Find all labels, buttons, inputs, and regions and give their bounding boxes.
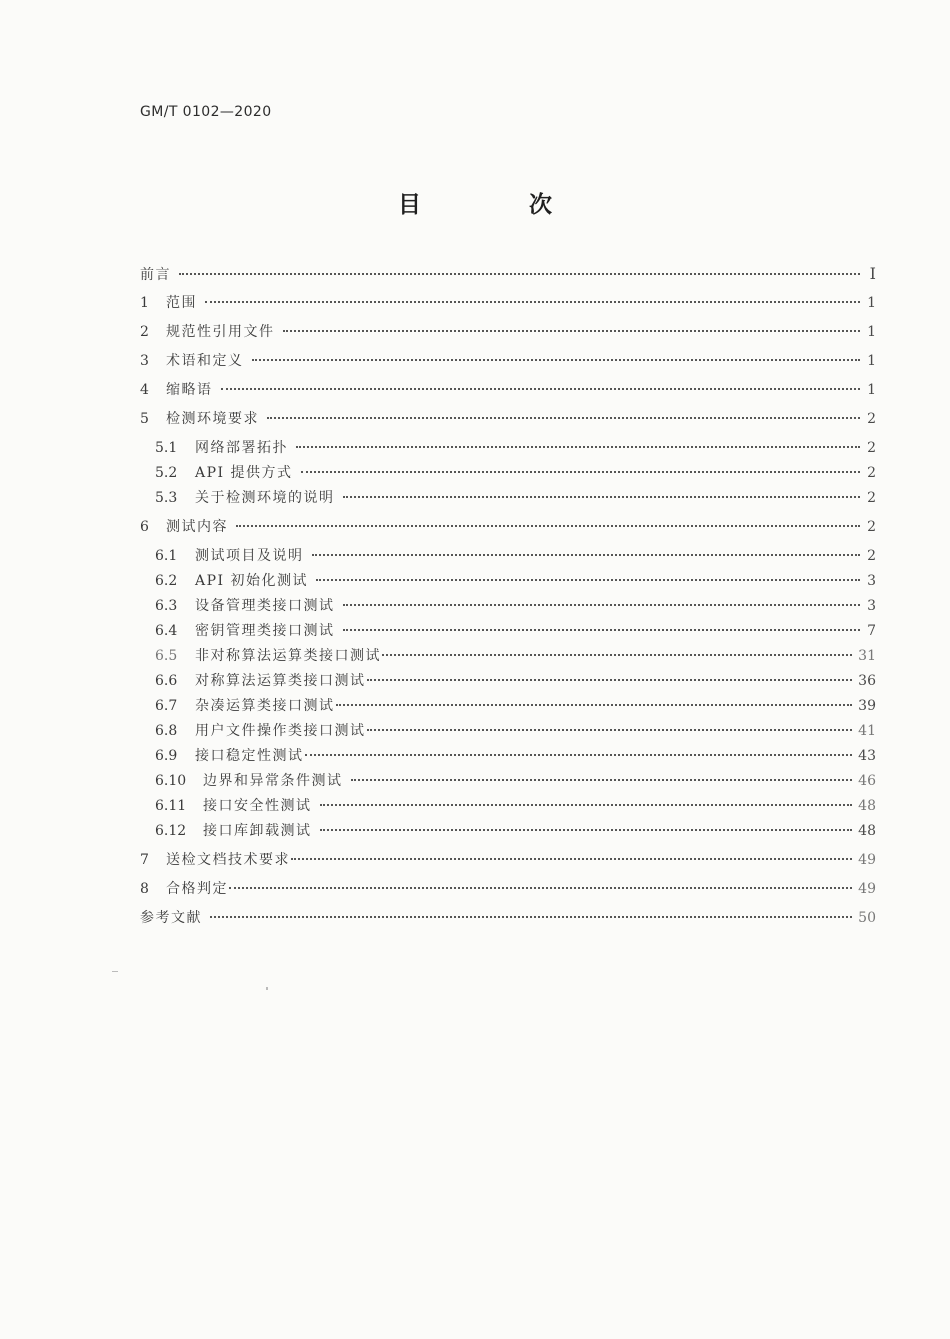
scan-speck	[266, 987, 268, 990]
toc-entry-number: 7	[140, 852, 149, 868]
toc-entry-number: 2	[140, 324, 149, 340]
toc-page-number: 3	[867, 573, 876, 589]
toc-entry-6[interactable]	[140, 515, 876, 539]
toc-entry-number: 6.4	[155, 623, 178, 639]
toc-entry-3[interactable]	[140, 349, 876, 373]
toc-leader	[229, 887, 852, 889]
toc-entry-6-3[interactable]	[155, 594, 876, 618]
page-title: 目 次	[397, 192, 602, 218]
toc-leader	[179, 273, 860, 275]
toc-page-number: 36	[858, 673, 876, 689]
toc-page-number: 3	[867, 598, 876, 614]
toc-entry-text: 边界和异常条件测试	[203, 773, 343, 789]
toc-leader	[316, 579, 860, 581]
toc-page-number: 2	[867, 490, 876, 506]
toc-page-number: I	[869, 264, 876, 283]
toc-entry-number: 6.7	[155, 698, 178, 714]
toc-entry-text: 测试项目及说明	[195, 548, 304, 564]
toc-leader	[267, 417, 860, 419]
toc-page-number: 48	[858, 823, 876, 839]
toc-entry-text: 范围	[166, 295, 197, 311]
toc-entry-number: 6.12	[155, 823, 187, 839]
toc-leader	[296, 446, 860, 448]
toc-leader	[291, 858, 852, 860]
toc-entry-text: 前言	[140, 267, 171, 283]
toc-entry-number: 8	[140, 881, 149, 897]
toc-entry-number: 6.8	[155, 723, 178, 739]
toc-entry-6-8[interactable]	[155, 719, 876, 743]
toc-entry-6-5[interactable]	[155, 644, 876, 668]
toc-entry-text: API 初始化测试	[195, 573, 309, 589]
toc-entry-text: 接口稳定性测试	[195, 748, 304, 764]
toc-entry-text: 术语和定义	[166, 353, 244, 369]
toc-leader	[205, 301, 860, 303]
toc-leader	[367, 729, 853, 731]
toc-entry-number: 6.6	[155, 673, 178, 689]
toc-leader	[312, 554, 861, 556]
toc-page-number: 31	[858, 648, 876, 664]
toc-entry-text: 对称算法运算类接口测试	[195, 673, 366, 689]
toc-entry-number: 1	[140, 295, 149, 311]
toc-entry-text: 杂凑运算类接口测试	[195, 698, 335, 714]
toc-entry-number: 5	[140, 411, 149, 427]
toc-page-number: 1	[867, 353, 876, 369]
toc-page-number: 7	[867, 623, 876, 639]
toc-leader	[367, 679, 853, 681]
toc-entry-7[interactable]	[140, 848, 876, 872]
toc-entry-6-2[interactable]	[155, 569, 876, 593]
toc-entry-8[interactable]	[140, 877, 876, 901]
toc-entry-text: 规范性引用文件	[166, 324, 275, 340]
toc-entry-4[interactable]	[140, 378, 876, 402]
toc-page-number: 1	[867, 324, 876, 340]
toc-leader	[283, 330, 861, 332]
toc-entry-5[interactable]	[140, 407, 876, 431]
toc-entry-6-6[interactable]	[155, 669, 876, 693]
toc-leader	[305, 754, 853, 756]
toc-leader	[320, 829, 853, 831]
toc-entry-2[interactable]	[140, 320, 876, 344]
toc-leader	[221, 388, 861, 390]
toc-entry-5-1[interactable]	[155, 436, 876, 460]
toc-leader	[343, 604, 861, 606]
toc-entry-text: 关于检测环境的说明	[195, 490, 335, 506]
toc-entry-number: 6	[140, 519, 149, 535]
toc-leader	[351, 779, 853, 781]
toc-entry-number: 4	[140, 382, 149, 398]
toc-page-number: 1	[867, 382, 876, 398]
toc-page-number: 2	[867, 548, 876, 564]
toc-entry-6-7[interactable]	[155, 694, 876, 718]
toc-entry-text: 送检文档技术要求	[166, 852, 290, 868]
toc-page-number: 49	[858, 852, 876, 868]
toc-page-number: 49	[858, 881, 876, 897]
scan-speck	[112, 971, 118, 972]
toc-entry-text: 参考文献	[140, 910, 202, 926]
toc-leader	[343, 629, 861, 631]
toc-page-number: 2	[867, 411, 876, 427]
toc-leader	[252, 359, 861, 361]
toc-page-number: 48	[858, 798, 876, 814]
toc-entry-number: 6.10	[155, 773, 187, 789]
toc-page-number: 41	[858, 723, 876, 739]
toc-page-number: 46	[858, 773, 876, 789]
toc-entry-number: 5.1	[155, 440, 178, 456]
toc-page-number: 2	[867, 440, 876, 456]
toc-entry-text: 设备管理类接口测试	[195, 598, 335, 614]
toc-entry-text: API 提供方式	[195, 465, 293, 481]
toc-entry-6-10[interactable]	[155, 769, 876, 793]
toc-entry-5-2[interactable]	[155, 461, 876, 485]
toc-leader	[236, 525, 860, 527]
toc-entry-number: 6.9	[155, 748, 178, 764]
toc-entry-number: 6.5	[155, 648, 178, 664]
toc-entry-6-12[interactable]	[155, 819, 876, 843]
toc-leader	[343, 496, 861, 498]
toc-entry-6-4[interactable]	[155, 619, 876, 643]
toc-entry-text: 用户文件操作类接口测试	[195, 723, 366, 739]
toc-page-number: 43	[858, 748, 876, 764]
toc-entry-text: 网络部署拓扑	[195, 440, 288, 456]
toc-leader	[336, 704, 853, 706]
toc-entry-text: 接口安全性测试	[203, 798, 312, 814]
toc-entry-bibliography[interactable]	[140, 906, 876, 930]
toc-entry-number: 5.3	[155, 490, 178, 506]
toc-entry-text: 接口库卸载测试	[203, 823, 312, 839]
toc-entry-foreword[interactable]	[140, 262, 876, 286]
toc-entry-number: 6.3	[155, 598, 178, 614]
toc-entry-text: 合格判定	[166, 881, 228, 897]
toc-entry-text: 测试内容	[166, 519, 228, 535]
toc-leader	[320, 804, 853, 806]
toc-entry-number: 5.2	[155, 465, 178, 481]
toc-leader	[382, 654, 852, 656]
toc-page-number: 2	[867, 465, 876, 481]
toc-page-number: 1	[867, 295, 876, 311]
toc-entry-number: 6.2	[155, 573, 178, 589]
toc-entry-text: 非对称算法运算类接口测试	[195, 648, 381, 664]
toc-entry-1[interactable]	[140, 291, 876, 315]
toc-entry-5-3[interactable]	[155, 486, 876, 510]
toc-page-number: 39	[858, 698, 876, 714]
toc-entry-number: 6.11	[155, 798, 187, 814]
toc-entry-6-9[interactable]	[155, 744, 876, 768]
toc-leader	[210, 916, 852, 918]
toc-entry-6-11[interactable]	[155, 794, 876, 818]
toc-leader	[301, 471, 860, 473]
toc-entry-number: 3	[140, 353, 149, 369]
toc-entry-text: 密钥管理类接口测试	[195, 623, 335, 639]
standard-code: GM/T 0102—2020	[140, 104, 272, 120]
toc-entry-text: 检测环境要求	[166, 411, 259, 427]
toc-entry-number: 6.1	[155, 548, 178, 564]
toc-entry-text: 缩略语	[166, 382, 213, 398]
toc-page-number: 2	[867, 519, 876, 535]
toc-page-number: 50	[858, 910, 876, 926]
toc-entry-6-1[interactable]	[155, 544, 876, 568]
